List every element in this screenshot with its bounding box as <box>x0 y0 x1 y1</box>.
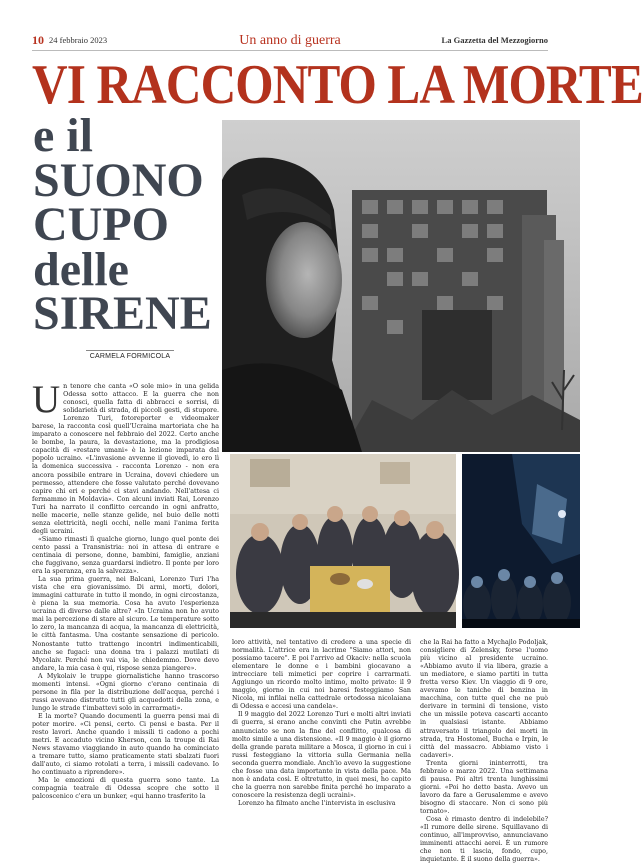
article-paragraph: E la morte? Quando documenti la guerra pensi mai di poter morire. «Ci pensi, certo. Ci pensi e basta. Per il resto lavori. Anche quando i missili ti cadono a pochi metri. E accaduto vicino Kherson, con la troupe di Rai News stavamo viaggiando in auto quando ha cominciato a tremare tutto, siamo praticamente stati sbalzati fuori dall'auto, ci siamo rotolati a terra, i missili cadevano. Io ho continuato a riprendere». <box>32 712 219 777</box>
photo-old-woman-ruins <box>222 120 580 452</box>
headline-line-1: VI RACCONTO LA MORTE <box>32 54 643 116</box>
headline-line-2 <box>33 109 223 340</box>
article-column-2 <box>232 639 411 808</box>
section-title: Un anno di guerra <box>239 33 341 48</box>
article-column-1 <box>32 378 219 801</box>
photo-night-crowd-image <box>462 454 580 628</box>
page-number: 10 <box>32 33 44 47</box>
issue-date: 24 febbraio 2023 <box>49 35 108 45</box>
article-paragraph: Lorenzo ha filmato anche l'intervista in esclusiva <box>238 799 396 807</box>
headline-word: e il <box>33 109 93 162</box>
headline-word: SIRENE <box>33 287 212 340</box>
article-paragraph: n tenore che canta «O sole mio» in una gelida Odessa sotto attacco. E la guerra che non conosci, quella fatta di abbracci e sorrisi, di solidarietà di strada, di piccoli gesti, di stupore. Lorenzo Turi, fotoreporter e videomaker barese, la racconta così quell'Ucraina martoriata che ha imparato a conoscere nel febbraio del 2022. Certo anche le bombe, la paura, la devastazione, ma la prodigiosa capacità di «restare umani» è la lezione imparata dal popolo ucraino. «L'invasione avvenne il giovedì, io ero lì la domenica successiva - racconta Lorenzo - non era ancora possibile entrare in Ucraina, dovevi chiedere un permesso, attendere che fosse valutato perché dovevano capire chi eri e perché ci stavi andando. Nell'attesa ci fermammo in Moldavia». Con alcuni inviati Rai, Lorenzo Turi ha narrato il conflitto cercando in ogni anfratto, nelle macerie, nelle stanze gelide, nel buio delle notti senza elettricità, negli occhi, nelle mani l'anima ferita degli ucraini. <box>32 383 219 535</box>
article-paragraph: La sua prima guerra, nei Balcani, Lorenzo Turi l'ha vista che era giovanissimo. Di armi, morti, dolori, immagini catturate in tutto il mondo, in ogni circostanza, è piena la sua memoria. Cosa ha avuto l'esperienza ucraina di diverso dalle altre? «In Ucraina non ho avuto mai la percezione di stare al sicuro. Le temperature sotto lo zero, la mancanza di acqua, la mancanza di elettricità, le città fantasma. Una costante sensazione di pericolo. Nonostante tutto trattengo incontri indimenticabili, anche se fugaci: una donna tra i palazzi mutilati di Mycolaiv. Perché non vai via, le chiedemmo. Dove devo andare, la mia casa è qui, rispose senza piangere». <box>32 576 219 672</box>
photo-people-around-table <box>230 454 456 628</box>
article-paragraph: Il 9 maggio del 2022 Lorenzo Turi e molti altri inviati di guerra, si erano anche convinti che Putin avrebbe annunciato se non la fine del conflitto, qualcosa di molto simile a una distensione. «Il 9 maggio è il giorno della grande parata militare a Mosca, il giorno in cui i russi festeggiano la vittoria sulla Germania nella seconda guerra mondiale. Anch'io avevo la suggestione che fosse una data importante in vista della pace. Ma non è andata così. E oltretutto, in quei mesi, ho capito che la guerra non sarebbe finita perché ho imparato a conoscere la resistenza degli ucraini». <box>232 711 411 799</box>
newspaper-name: La Gazzetta del Mezzogiorno <box>441 35 548 45</box>
headline-word: SUONO <box>33 153 204 207</box>
header-rule <box>32 50 548 51</box>
article-paragraph: Trenta giorni ininterrotti, tra febbraio e marzo 2022. Una settimana di pausa. Poi altri trenta lunghissimi giorni. «Poi ho detto basta. Avevo un lavoro da fare a Gerusalemme e avevo bisogno di staccare. Non ci sono più tornato». <box>420 759 548 815</box>
photo-people-around-table-image <box>230 454 456 628</box>
headline-word: CUPO <box>33 198 169 251</box>
article-paragraph: loro attività, nel tentativo di credere a una specie di normalità. L'attrice era in lacrime "Siamo attori, non possiamo tacere". E poi l'arrivo ad Okaciv: nella scuola elementare le donne e i bambini giocavano a intrecciare teli mimetici per coprire i carrarmati. Aggiungo un ricordo molto intimo, molto privato: il 9 maggio, giorno in cui noi baresi festeggiamo San Nicola, mi infilai nella cattedrale ortodossa nicolaiana di Odessa e accesi una candela». <box>232 639 411 711</box>
byline: CARMELA FORMICOLA <box>89 353 171 360</box>
article-paragraph: Ma le emozioni di questa guerra sono tante. La compagnia teatrale di Odessa scopre che sotto il palcoscenico c'era un bunker, «qui hanno trasferito la <box>32 777 219 801</box>
article-paragraph: Cosa è rimasto dentro di indelebile? «Il rumore delle sirene. Squillavano di continuo, all'improvviso, annunciavano imminenti attacchi aerei. È un rumore che non ti lascia, fondo, cupo, inquietante. È il suono della guerra». <box>420 816 548 864</box>
article-paragraph: «Siamo rimasti lì qualche giorno, lungo quel ponte dei cento passi a Transnistria: noi in attesa di entrare e centinaia di persone, donne, bambini, famiglie, anziani che fuggivano, senza guardarsi indietro. Il ponte per loro era la speranza, era la salvezza». <box>32 535 219 576</box>
byline-rule <box>86 350 174 351</box>
article-paragraph: che la Rai ha fatto a Mychajlo Podoljak, consigliere di Zelensky, forse l'uomo più vicino al presidente ucraino. «Abbiamo avuto il via libera, grazie a un mediatore, e siamo partiti in tutta fretta verso Kiev. Un viaggio di 9 ore, avevamo le taniche di benzina in macchina, con tutte quel che ne può derivare in termini di tensione, visto che un missile poteva cascarti accanto in qualsiasi istante. Abbiamo attraversato il triangolo dei morti in strada, tra Hostomel, Bucha e Irpin, le città del massacro. Abbiamo visto i cadaveri». <box>420 639 548 759</box>
photo-old-woman-ruins-image <box>222 120 580 452</box>
article-column-3 <box>420 639 548 864</box>
photo-night-crowd <box>462 454 580 628</box>
article-paragraph: A Mykolaiv le truppe giornalistiche hanno trascorso momenti intensi. «Ogni giorno c'erano centinaia di persone in fila per la distribuzione dell'acqua, perché i russi avevano distrutto tutti gli acquedotti della zona, e lungo le strade t'imbattevi solo in carrarmati». <box>32 672 219 712</box>
drop-cap: U <box>32 378 61 421</box>
headline-word: delle <box>33 242 129 296</box>
